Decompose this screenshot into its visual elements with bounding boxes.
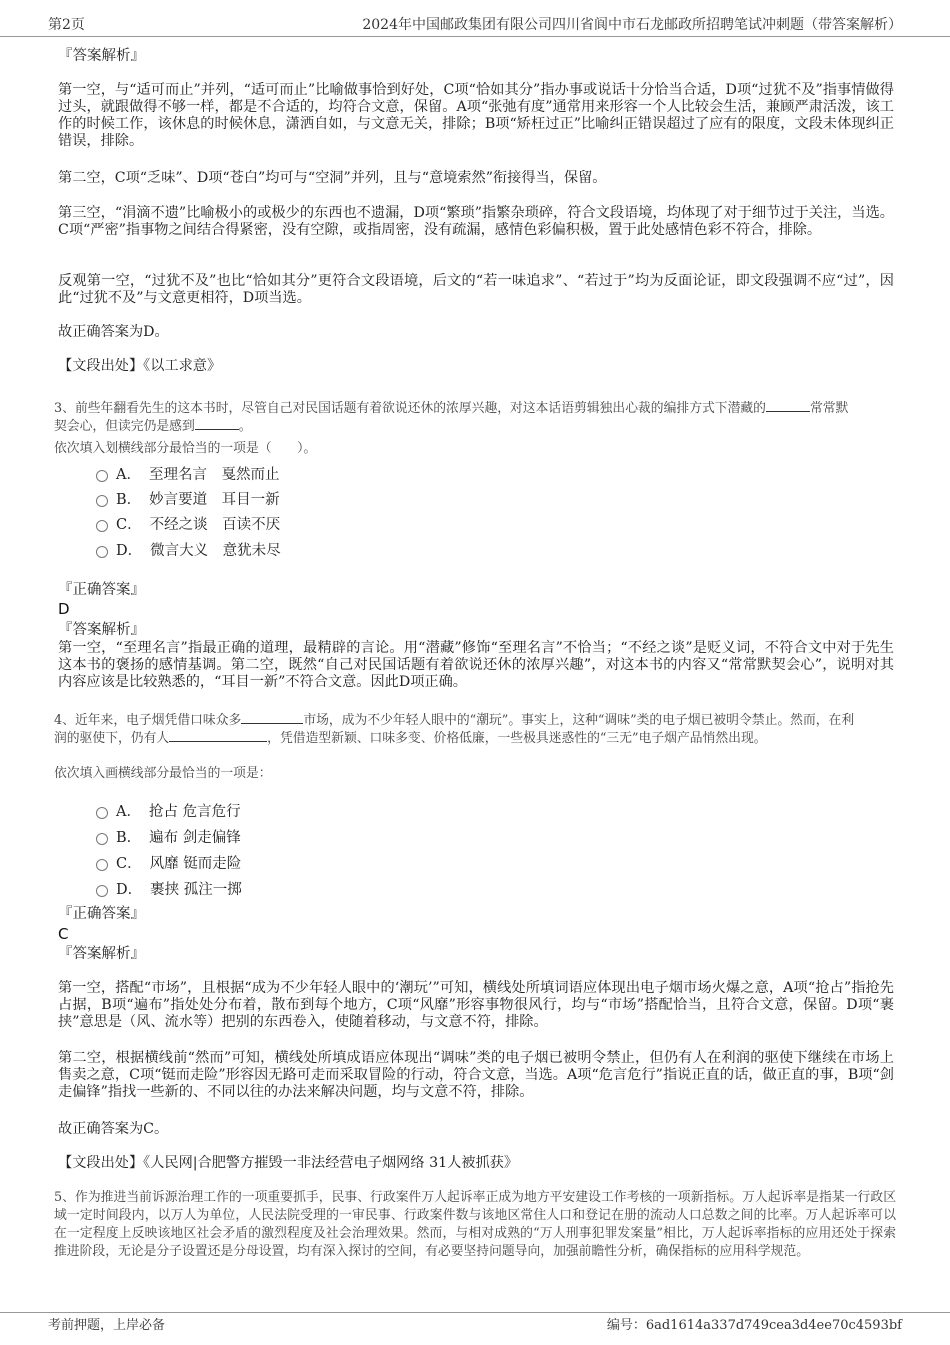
question-3-option-d[interactable] — [96, 539, 281, 560]
document-id: 编号：6ad1614a337d749cea3d4ee70c4593bf — [606, 1318, 902, 1333]
question-4-option-a[interactable] — [96, 800, 241, 821]
radio-button[interactable] — [96, 546, 108, 558]
page-number: 第2页 — [48, 17, 85, 33]
source-citation: 【文段出处】《以工求意》 — [58, 358, 222, 374]
option-letter: B． — [116, 830, 142, 846]
radio-button[interactable] — [96, 859, 108, 871]
blank-line — [766, 411, 810, 412]
option-letter: A． — [116, 804, 141, 820]
footer-slogan: 考前押题，上岸必备 — [48, 1318, 166, 1333]
option-letter: A． — [116, 467, 141, 483]
question-3-analysis: 第一空，“至理名言”指最正确的道理，最精辟的言论。用“潜藏”修饰“至理名言”不恰当；“不经之谈”是贬义词，不符合文中对于先生这本书的褒扬的感情基调。第二空，既然“自己对民国话题有着欲说还休的浓厚兴趣”，对这本书的内容又“常常默契会心”，说明对其内容应该是比较熟悉的，“耳目一新”不符合文意。因此D项正确。 — [58, 640, 894, 690]
question-3-option-a[interactable] — [96, 463, 279, 484]
option-text: 风靡 铤而走险 — [149, 856, 242, 872]
analysis-paragraph-4: 反观第一空，“过犹不及”也比“恰如其分”更符合文段语境，后文的“若一味追求”、“若过于”均为反面论证，即文段强调不应“过”，因此“过犹不及”与文意更相符，D项当选。 — [58, 273, 894, 306]
option-letter: B． — [116, 492, 142, 508]
document-title: 2024年中国邮政集团有限公司四川省阆中市石龙邮政所招聘笔试冲刺题（带答案解析） — [362, 17, 902, 33]
question-3-stem-part-c: 契会心，但读完仍是感到 — [54, 419, 195, 434]
question-3-instruction: 依次填入划横线部分最恰当的一项是（ ）。 — [54, 441, 317, 456]
question-4-stem-part-b: 市场，成为不少年轻人眼中的“潮玩”。事实上，这种“调味”类的电子烟已被明令禁止。然而，在利 — [303, 713, 855, 728]
question-3-stem — [54, 400, 896, 436]
radio-button[interactable] — [96, 885, 108, 897]
blank-line — [241, 723, 303, 724]
option-text: 遍布 剑走偏锋 — [149, 830, 241, 846]
option-text: 微言大义 意犹未尽 — [150, 543, 281, 559]
option-text: 不经之谈 百读不厌 — [149, 517, 281, 533]
question-4-option-c[interactable] — [96, 852, 241, 873]
radio-button[interactable] — [96, 520, 108, 532]
correct-answer-value: D — [58, 600, 70, 618]
option-text: 至理名言 戛然而止 — [148, 467, 280, 483]
source-citation: 【文段出处】《人民网|合肥警方摧毁一非法经营电子烟网络 31人被抓获》 — [58, 1155, 519, 1171]
correct-answer-label: 『正确答案』 — [58, 582, 145, 598]
option-letter: C． — [116, 517, 142, 533]
question-4-instruction: 依次填入画横线部分最恰当的一项是： — [54, 766, 272, 781]
footer-divider — [0, 1312, 950, 1313]
option-text: 妙言要道 耳目一新 — [149, 492, 280, 508]
option-text: 裹挟 孤注一掷 — [150, 882, 242, 898]
radio-button[interactable] — [96, 495, 108, 507]
correct-answer-label: 『正确答案』 — [58, 906, 145, 922]
option-letter: D． — [116, 543, 143, 559]
question-3-stem-part-d: 。 — [238, 419, 252, 434]
analysis-label: 『答案解析』 — [58, 946, 145, 962]
radio-button[interactable] — [96, 807, 108, 819]
analysis-paragraph-3: 第三空，“涓滴不遗”比喻极小的或极少的东西也不遗漏，D项“繁琐”指繁杂琐碎，符合文段语境，均体现了对于细节过于关注，当选。C项“严密”指事物之间结合得紧密，没有空隙，或指周密，没有疏漏，感情色彩偏积极，置于此处感情色彩不符合，排除。 — [58, 205, 894, 238]
option-letter: C． — [116, 856, 142, 872]
option-text: 抢占 危言危行 — [148, 804, 241, 820]
question-3-option-b[interactable] — [96, 488, 280, 509]
radio-button[interactable] — [96, 470, 108, 482]
question-3-stem-part-a: 3、前些年翻看先生的这本书时，尽管自己对民国话题有着欲说还休的浓厚兴趣，对这本话语剪辑独出心裁的编排方式下潜藏的 — [54, 401, 766, 416]
question-4-analysis-2: 第二空，根据横线前“然而”可知，横线处所填成语应体现出“调味”类的电子烟已被明令禁止，但仍有人在利润的驱使下继续在市场上售卖之意，C项“铤而走险”形容因无路可走而采取冒险的行动，符合文意，当选。A项“危言危行”指说正直的话，做正直的事，B项“剑走偏锋”指找一些新的、不同以往的办法来解决问题，均与文意不符，排除。 — [58, 1050, 894, 1100]
question-3-stem-part-b: 常常默 — [809, 401, 849, 416]
analysis-paragraph-1: 第一空，与“适可而止”并列，“适可而止”比喻做事恰到好处，C项“恰如其分”指办事或说话十分恰当合适，D项“过犹不及”指事情做得过头，就跟做得不够一样，都是不合适的，均符合文意，保留。A项“张弛有度”通常用来形容一个人比较会生活，兼顾严肃活泼，该工作的时候工作，该休息的时候休息，潇洒自如，与文意无关，排除；B项“矫枉过正”比喻纠正错误超过了应有的限度，文段未体现纠正错误，排除。 — [58, 82, 894, 149]
question-4-stem-part-a: 4、近年来，电子烟凭借口味众多 — [54, 713, 242, 728]
analysis-label: 『答案解析』 — [58, 622, 145, 638]
question-4-option-b[interactable] — [96, 826, 241, 847]
answer-conclusion: 故正确答案为D。 — [58, 324, 169, 340]
correct-answer-value: C — [58, 925, 69, 943]
question-5-stem: 5、作为推进当前诉源治理工作的一项重要抓手，民事、行政案件万人起诉率正成为地方平安建设工作考核的一项新指标。万人起诉率是指某一行政区域一定时间段内，以万人为单位，人民法院受理的一审民事、行政案件数与该地区常住人口和登记在册的流动人口总数之间的比率。万人起诉率可以在一定程度上反映该地区社会矛盾的激烈程度及社会治理效果。然而，与相对成熟的“万人刑事犯罪发案量”相比，万人起诉率指标的应用还处于探索推进阶段，无论是分子设置还是分母设置，均有深入探讨的空间，有必要坚持问题导向，加强前瞻性分析，确保指标的应用科学规范。 — [54, 1190, 896, 1259]
radio-button[interactable] — [96, 833, 108, 845]
question-4-stem-part-c: 润的驱使下，仍有人 — [54, 731, 170, 746]
question-3-option-c[interactable] — [96, 513, 280, 534]
question-4-analysis-1: 第一空，搭配“市场”，且根据“成为不少年轻人眼中的‘潮玩’”可知，横线处所填词语应体现出电子烟市场火爆之意，A项“抢占”指抢先占据，B项“遍布”指处处分布着，散布到每个地方，C项“风靡”形容事物很风行，均与“市场”搭配恰当，且符合文意，保留。D项“裹挟”意思是（风、流水等）把别的东西卷入，使随着移动，与文意不符，排除。 — [58, 980, 894, 1030]
option-letter: D． — [116, 882, 143, 898]
answer-conclusion: 故正确答案为C。 — [58, 1121, 169, 1137]
question-4-stem — [54, 712, 896, 748]
blank-line — [195, 429, 239, 430]
analysis-label: 『答案解析』 — [58, 48, 145, 64]
analysis-paragraph-2: 第二空，C项“乏味”、D项“苍白”均可与“空洞”并列，且与“意境索然”衔接得当，保留。 — [58, 170, 607, 186]
blank-line — [169, 741, 267, 742]
question-4-stem-part-d: ，凭借造型新颖、口味多变、价格低廉，一些极具迷惑性的“三无”电子烟产品悄然出现。 — [267, 731, 767, 746]
question-4-option-d[interactable] — [96, 878, 242, 899]
